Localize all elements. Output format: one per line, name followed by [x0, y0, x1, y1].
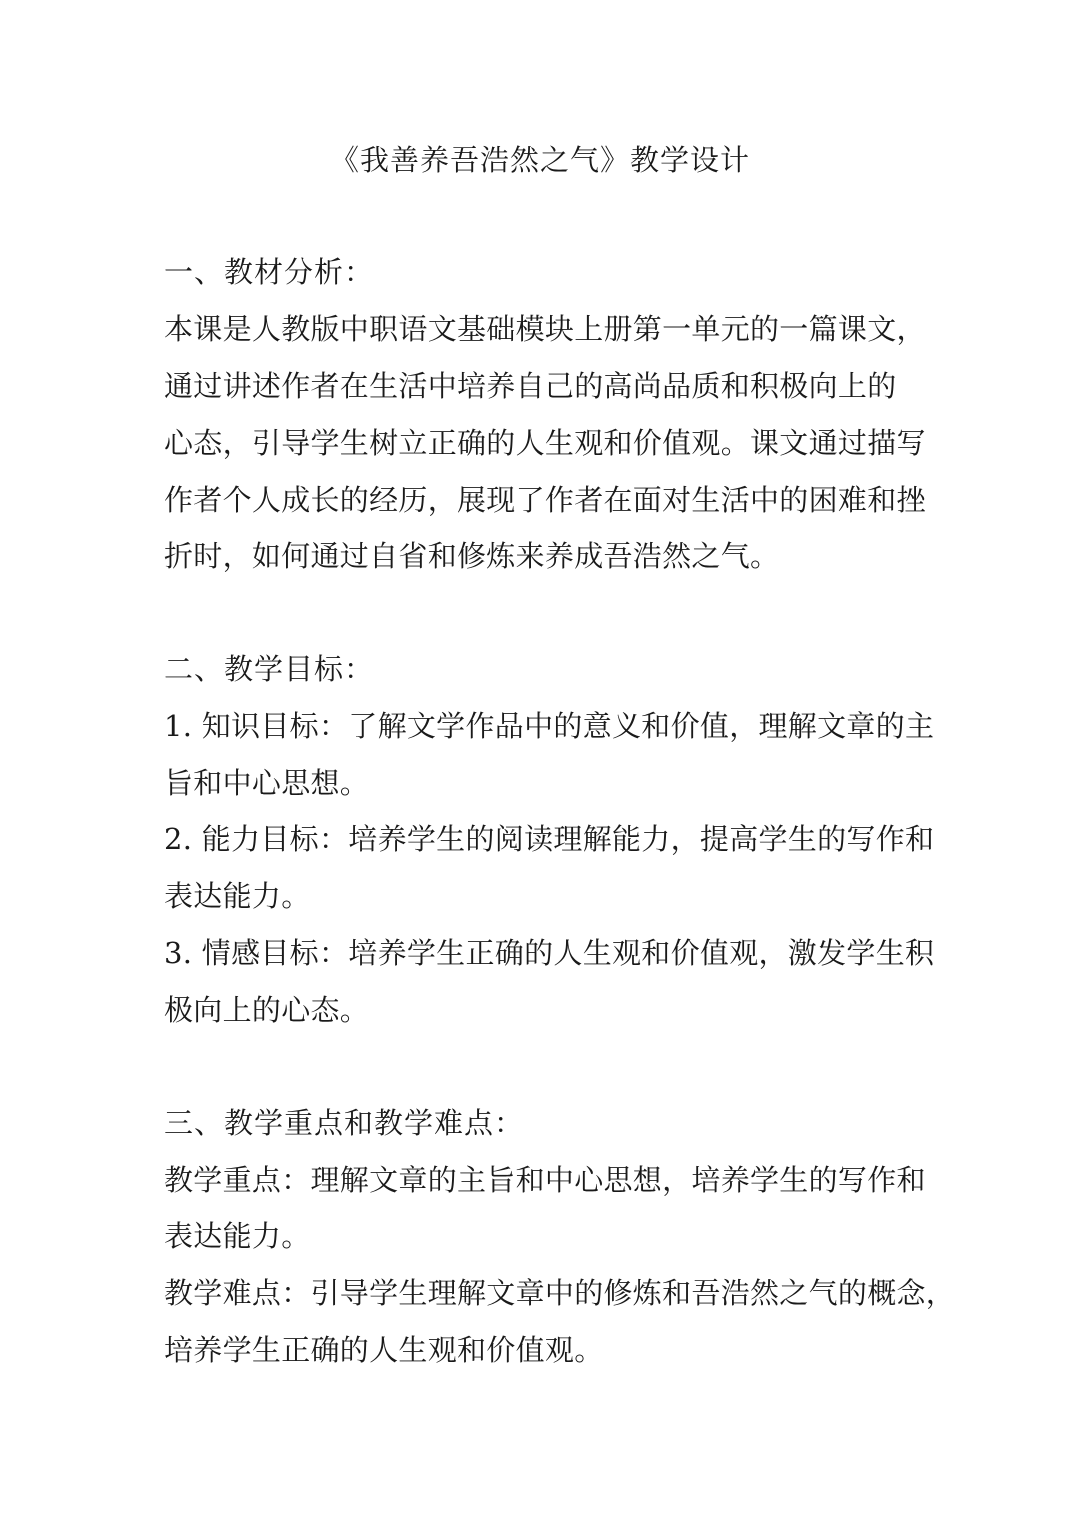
- document-title: 《我善养吾浩然之气》教学设计: [329, 143, 750, 177]
- paragraph-line: 培养学生正确的人生观和价值观。: [164, 1333, 604, 1367]
- list-item-line: 表达能力。: [164, 879, 311, 913]
- list-item-line: 2. 能力目标：培养学生的阅读理解能力，提高学生的写作和: [164, 822, 935, 856]
- list-item-line: 3. 情感目标：培养学生正确的人生观和价值观，激发学生积: [164, 936, 935, 970]
- section-heading: 二、教学目标：: [164, 652, 375, 686]
- paragraph-line: 教学重点：理解文章的主旨和中心思想，培养学生的写作和: [164, 1163, 926, 1197]
- section-heading: 一、教材分析：: [164, 255, 375, 289]
- list-item-line: 1. 知识目标：了解文学作品中的意义和价值，理解文章的主: [164, 709, 935, 743]
- paragraph-line: 心态，引导学生树立正确的人生观和价值观。课文通过描写: [164, 426, 926, 460]
- paragraph-line: 通过讲述作者在生活中培养自己的高尚品质和积极向上的: [164, 369, 897, 403]
- paragraph-line: 折时，如何通过自省和修炼来养成吾浩然之气。: [164, 539, 780, 573]
- paragraph-line: 作者个人成长的经历，展现了作者在面对生活中的困难和挫: [164, 483, 926, 517]
- list-item-line: 极向上的心态。: [164, 993, 370, 1027]
- paragraph-line: 表达能力。: [164, 1219, 311, 1253]
- list-item-line: 旨和中心思想。: [164, 766, 370, 800]
- paragraph-line: 本课是人教版中职语文基础模块上册第一单元的一篇课文，: [164, 312, 926, 346]
- section-heading: 三、教学重点和教学难点：: [164, 1106, 525, 1140]
- paragraph-line: 教学难点：引导学生理解文章中的修炼和吾浩然之气的概念，: [164, 1276, 956, 1310]
